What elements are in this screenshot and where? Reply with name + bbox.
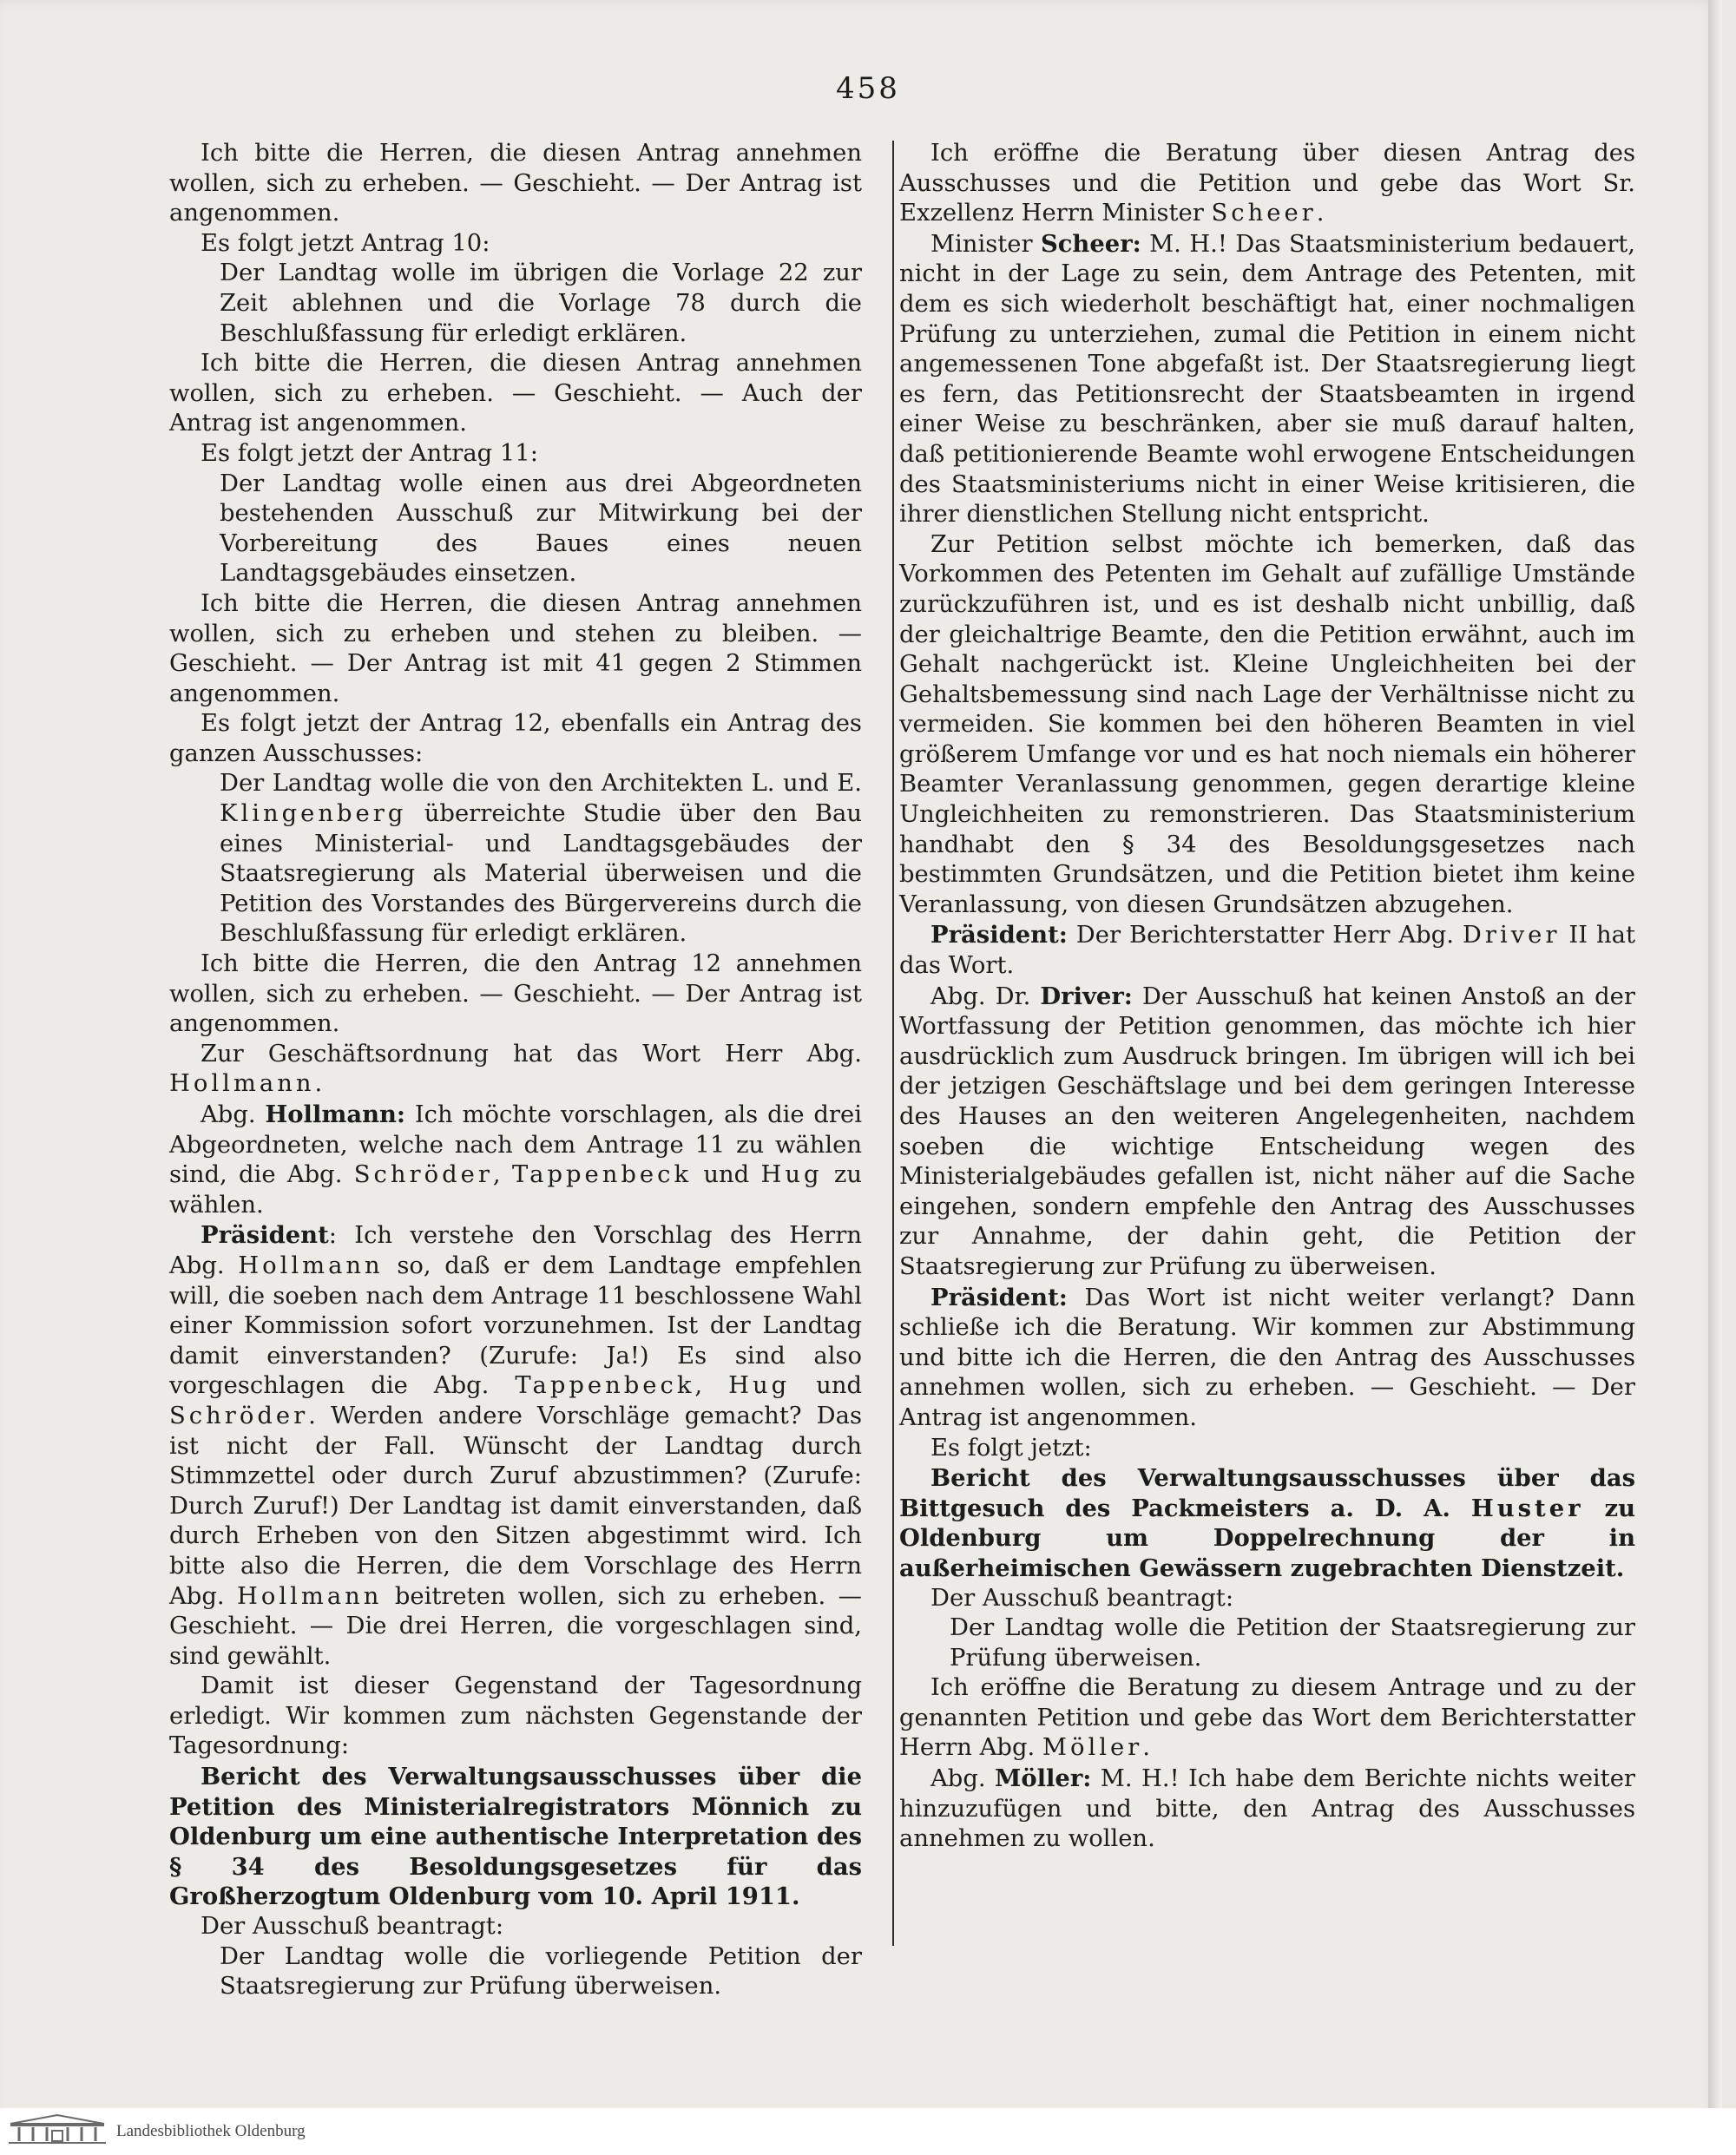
- spaced-name: Scheer: [1211, 200, 1317, 227]
- speaker-name: Präsident:: [930, 921, 1068, 949]
- spaced-name: Hug: [760, 1161, 823, 1189]
- text-run: ,: [492, 1161, 512, 1189]
- speaker-name: Scheer:: [1040, 229, 1141, 258]
- spaced-name: Hollmann: [238, 1252, 384, 1279]
- text-run: und: [692, 1161, 761, 1189]
- text-run: . Werden andere Vorschläge gemacht? Das ist nicht der Fall. Wünscht der Landtag durch Stimmzettel oder durch Zuruf abzustimmen? (Zurufe: Durch Zuruf!) Der Landtag ist damit einverstanden, daß durch Erheben von den Sitzen abgestimmt wird. Ich bitte also die Herren, die dem Vorschlage des Herrn Abg.: [169, 1402, 862, 1610]
- spaced-name: Schröder: [353, 1161, 493, 1189]
- text-run: Der Berichterstatter Herr Abg.: [1067, 922, 1463, 949]
- speaker-name: Möller:: [995, 1764, 1092, 1793]
- paragraph: Es folgt jetzt:: [930, 1434, 1092, 1462]
- spaced-name: Hollmann: [236, 1582, 383, 1610]
- library-building-icon: [7, 2113, 108, 2146]
- text-run: Ich eröffne die Beratung zu diesem Antrage und zu der genannten Petition und gebe das Wort dem Berichterstatter Herrn Abg.: [899, 1674, 1635, 1762]
- speaker-name: Driver:: [1040, 982, 1133, 1010]
- spaced-name: Driver: [1462, 922, 1561, 949]
- text-run: Abg. Dr.: [930, 982, 1041, 1010]
- speaker-name: Hollmann:: [265, 1100, 406, 1128]
- spaced-name: Hollmann.: [169, 1070, 326, 1098]
- page-number: 458: [836, 71, 900, 106]
- text-run: : Ich verstehe den Vorschlag des Herrn Abg.: [169, 1222, 862, 1279]
- library-footer: [0, 2108, 1736, 2155]
- motion-text: Der Landtag wolle die vorliegende Petition der Staatsregierung zur Prüfung überweisen.: [220, 1942, 862, 2001]
- paragraph: Es folgt jetzt der Antrag 12, ebenfalls ein Antrag des ganzen Ausschusses:: [169, 710, 862, 767]
- text-run: so, daß er dem Landtage empfehlen will, die soeben nach dem Antrage 11 beschlossene Wahl einer Kommission sofort vorzunehmen. Ist der Landtag damit einverstanden? (Zurufe: Ja!) Es sind also vorgeschlagen die Abg.: [169, 1252, 863, 1400]
- text-run: M. H.! Das Staatsministerium bedauert, nicht in der Lage zu sein, dem Antrage des Petenten, mit dem es sich wiederholt beschäftigt hat, einer nochmaligen Prüfung zu unterziehen, zumal die Petition in einem nicht angemessenen Tone abgefaßt ist. Der Staatsregierung liegt es fern, das Petitionsrecht der Staatsbeamten in irgend einer Weise zu beschränken, aber sie muß darauf halten, daß petitionierende Beamte wohl erwogene Entscheidungen des Staatsministeriums nicht in einer Weise kritisieren, die ihrer dienstlichen Stellung nicht entspricht.: [899, 230, 1636, 529]
- text-run: beitreten wollen, sich zu erheben. — Geschieht. — Die drei Herren, die vorgeschlagen sind, sind gewählt.: [169, 1582, 862, 1670]
- paragraph: Zur Petition selbst möchte ich bemerken, daß das Vorkommen des Petenten im Gehalt auf zufällige Umstände zurückzuführen ist, und es ist deshalb nicht unbillig, daß der gleichaltrige Beamte, den die Petition erwähnt, auch im Gehalt nachgerückt ist. Kleine Ungleichheiten bei der Gehaltsbemessung sind nach Lage der Verhältnisse nicht zu vermeiden. Sie kommen bei den höheren Beamten in viel größerem Umfange vor und es hat noch niemals ein höherer Beamter Veranlassung genommen, gegen derartige kleine Ungleichheiten zu remonstrieren. Das Staatsministerium handhabt den § 34 des Besoldungsgesetzes nach bestimmten Grundsätzen, und die Petition bietet ihm keine Veranlassung, von diesen Grundsätzen abzugehen.: [899, 530, 1635, 918]
- motion-text: Der Landtag wolle einen aus drei Abgeordneten bestehenden Ausschuß zur Mitwirkung bei der Vorbereitung des Baues eines neuen Landtagsgebäudes einsetzen.: [220, 470, 862, 588]
- text-run: Zur Geschäftsordnung hat das Wort Herr Abg.: [201, 1040, 862, 1068]
- text-run: zu wählen.: [169, 1161, 862, 1219]
- right-column: [899, 139, 1635, 1944]
- text-run: II hat das Wort.: [899, 922, 1635, 980]
- text-run: .: [1316, 200, 1325, 227]
- text-run: .: [1142, 1734, 1150, 1762]
- text-run: Ich möchte vorschlagen, als die drei Abgeordneten, welche nach dem Antrage 11 zu wählen sind, die Abg.: [169, 1101, 862, 1189]
- paragraph: Damit ist dieser Gegenstand der Tagesordnung erledigt. Wir kommen zum nächsten Gegenstande der Tagesordnung:: [169, 1672, 862, 1760]
- text-run: Abg.: [930, 1765, 995, 1793]
- agenda-heading: [899, 1463, 1635, 1583]
- agenda-heading: Bericht des Verwaltungsausschusses über die Petition des Ministerialregistrators Mönnich zu Oldenburg um eine authentische Interpretation des § 34 des Besoldungsgesetzes für das Großherzogtum Oldenburg vom 10. April 1911.: [169, 1763, 862, 1911]
- paragraph: [899, 229, 1635, 530]
- text-run: Bericht des Verwaltungsausschusses über das Bittgesuch des Packmeisters a. D. A.: [899, 1464, 1635, 1522]
- text-run: Minister: [930, 230, 1041, 258]
- speaker-name: Präsident:: [930, 1283, 1068, 1311]
- spaced-name: Klingenberg: [220, 800, 407, 828]
- paragraph: [899, 920, 1635, 981]
- paragraph: Es folgt jetzt Antrag 10:: [201, 229, 490, 257]
- paragraph: Ich bitte die Herren, die diesen Antrag annehmen wollen, sich zu erheben. — Geschieht. — Der Antrag ist angenommen.: [169, 140, 862, 227]
- spaced-name: Hug: [728, 1372, 791, 1400]
- paragraph: [169, 1040, 862, 1100]
- paragraph: Es folgt jetzt der Antrag 11:: [201, 439, 538, 467]
- spaced-name: Tappenbeck: [511, 1161, 693, 1189]
- text-run: ,: [694, 1372, 729, 1400]
- page-edge-shadow: [1708, 0, 1722, 2155]
- speaker-name: Präsident: [201, 1221, 329, 1250]
- text-run: M. H.! Ich habe dem Berichte nichts weiter hinzuzufügen und bitte, den Antrag des Ausschusses annehmen zu wollen.: [899, 1765, 1635, 1853]
- spaced-name: Huster: [1470, 1494, 1584, 1522]
- text-run: und: [790, 1372, 862, 1400]
- paragraph: [169, 1100, 862, 1220]
- paragraph: [899, 139, 1635, 229]
- column-divider: [892, 141, 894, 1946]
- spaced-name: Schröder: [169, 1402, 309, 1429]
- spaced-name: Tappenbeck: [515, 1372, 695, 1400]
- paragraph: [169, 1220, 862, 1672]
- text-run: Ich eröffne die Beratung über diesen Antrag des Ausschusses und die Petition und gebe das Wort Sr. Exzellenz Herrn Minister: [899, 140, 1635, 227]
- paragraph: Ich bitte die Herren, die diesen Antrag annehmen wollen, sich zu erheben und stehen zu bleiben. — Geschieht. — Der Antrag ist mit 41 gegen 2 Stimmen angenommen.: [169, 589, 862, 707]
- text-run: Das Wort ist nicht weiter verlangt? Dann schließe ich die Beratung. Wir kommen zur Abstimmung und bitte ich die Herren, die den Antrag des Ausschusses annehmen wollen, sich zu erheben. — Geschieht. — Der Antrag ist angenommen.: [899, 1284, 1635, 1431]
- library-name[interactable]: Landesbibliothek Oldenburg: [116, 2122, 306, 2140]
- text-run: Der Landtag wolle die von den Architekten L. und E.: [220, 770, 862, 798]
- spaced-name: Möller: [1042, 1734, 1143, 1762]
- paragraph: Der Ausschuß beantragt:: [930, 1584, 1234, 1612]
- paragraph: Ich bitte die Herren, die den Antrag 12 annehmen wollen, sich zu erheben. — Geschieht. — Der Antrag ist angenommen.: [169, 950, 862, 1038]
- motion-text: [169, 769, 862, 949]
- motion-text: Der Landtag wolle im übrigen die Vorlage 22 zur Zeit ablehnen und die Vorlage 78 durch die Beschlußfassung für erledigt erklären.: [220, 260, 862, 347]
- paragraph: [899, 1673, 1635, 1764]
- paragraph: [899, 1764, 1635, 1855]
- paragraph: Ich bitte die Herren, die diesen Antrag annehmen wollen, sich zu erheben. — Geschieht. — Auch der Antrag ist angenommen.: [169, 350, 862, 437]
- paragraph: [899, 982, 1635, 1283]
- text-run: Der Ausschuß hat keinen Anstoß an der Wortfassung der Petition genommen, das möchte ich hier ausdrücklich zum Ausdruck bringen. Im übrigen will ich bei der jetzigen Geschäftslage und bei dem geringen Interesse des Hauses an den weiteren Angelegenheiten, nachdem soeben die wichtige Entscheidung wegen des Ministerialgebäudes gefallen ist, nicht näher auf die Sache eingehen, sondern empfehle den Antrag des Ausschusses zur Annahme, der dahin geht, die Petition der Staatsregierung zur Prüfung zu überweisen.: [899, 982, 1635, 1280]
- left-column: [169, 139, 863, 2001]
- motion-text: Der Landtag wolle die Petition der Staatsregierung zur Prüfung überweisen.: [950, 1614, 1635, 1672]
- text-run: überreichte Studie über den Bau eines Ministerial- und Landtagsgebäudes der Staatsregierung als Material überweisen und die Petition des Vorstandes des Bürgervereins durch die Beschlußfassung für erledigt erklären.: [220, 800, 862, 948]
- text-run: Abg.: [201, 1101, 266, 1128]
- paragraph: [899, 1283, 1635, 1434]
- text-run: zu Oldenburg um Doppelrechnung der in außerheimischen Gewässern zugebrachten Dienstzeit.: [899, 1494, 1635, 1582]
- paragraph: Der Ausschuß beantragt:: [201, 1913, 504, 1941]
